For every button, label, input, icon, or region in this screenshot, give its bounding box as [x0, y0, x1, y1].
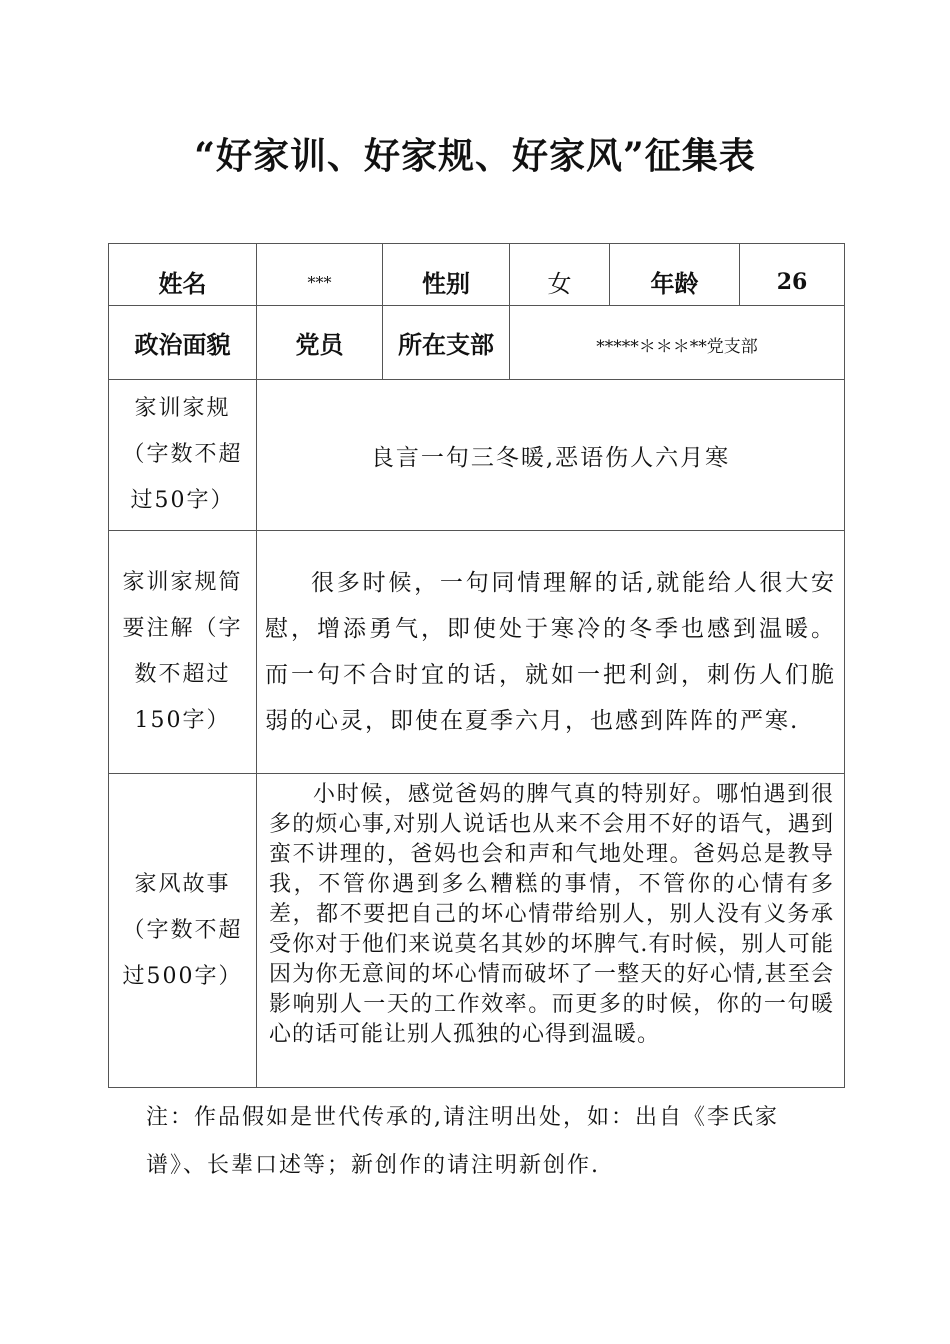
form-title: “好家训、好家规、好家风”征集表	[194, 135, 756, 177]
gender-label: 性别	[383, 244, 510, 306]
annotation-label: 家训家规简要注解（字数不超过150字）	[109, 531, 257, 774]
row-basic-info	[109, 244, 845, 306]
name-value: ***	[257, 244, 383, 306]
story-value: 小时候，感觉爸妈的脾气真的特别好。哪怕遇到很多的烦心事,对别人说话也从来不会用不好的语气，遇到蛮不讲理的，爸妈也会和声和气地处理。爸妈总是教导我，不管你遇到多么糟糕的事情，不管你的心情有多差，都不要把自己的坏心情带给别人，别人没有义务承受你对于他们来说莫名其妙的坏脾气.有时候，别人可能因为你无意间的坏心情而破坏了一整天的好心情,甚至会影响别人一天的工作效率。而更多的时候，你的一句暖心的话可能让别人孤独的心得到温暖。	[257, 774, 845, 1088]
name-label: 姓名	[109, 244, 257, 306]
political-status-label: 政治面貌	[109, 306, 257, 380]
motto-value: 良言一句三冬暖,恶语伤人六月寒	[257, 380, 845, 531]
branch-label: 所在支部	[383, 306, 510, 380]
row-family-story	[109, 774, 845, 1088]
motto-label: 家训家规（字数不超过50字）	[109, 380, 257, 531]
row-motto	[109, 380, 845, 531]
row-political-info	[109, 306, 845, 380]
gender-value: 女	[510, 244, 610, 306]
political-status-value: 党员	[257, 306, 383, 380]
age-label: 年龄	[610, 244, 740, 306]
footnote: 注：作品假如是世代传承的,请注明出处，如：出自《李氏家谱》、长辈口述等；新创作的请注明新创作.	[146, 1105, 779, 1178]
story-label: 家风故事（字数不超过500字）	[109, 774, 257, 1088]
annotation-value: 很多时候，一句同情理解的话,就能给人很大安慰，增添勇气，即使处于寒冷的冬季也感到温暖。而一句不合时宜的话，就如一把利剑，刺伤人们脆弱的心灵，即使在夏季六月，也感到阵阵的严寒.	[257, 531, 845, 774]
collection-form-table	[108, 243, 845, 1088]
age-value: 26	[740, 244, 845, 306]
row-annotation	[109, 531, 845, 774]
branch-value: *****＊＊＊**党支部	[510, 306, 845, 380]
